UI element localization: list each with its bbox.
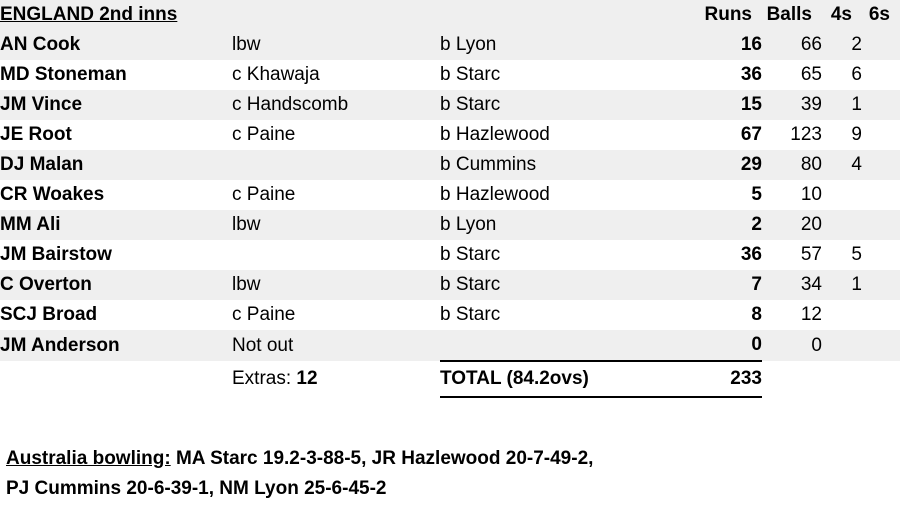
batter-balls: 80 — [762, 150, 822, 180]
table-row — [0, 330, 900, 361]
batter-sixes — [862, 330, 900, 361]
batter-fours — [822, 180, 862, 210]
dismissal-bowler: b Hazlewood — [440, 180, 680, 210]
batter-runs: 5 — [680, 180, 762, 210]
batter-runs: 0 — [680, 330, 762, 361]
dismissal-bowler: b Starc — [440, 90, 680, 120]
batter-runs: 36 — [680, 60, 762, 90]
dismissal-bowler: b Lyon — [440, 210, 680, 240]
totals-spacer-fours — [822, 361, 862, 397]
batter-sixes — [862, 300, 900, 330]
table-row — [0, 150, 900, 180]
batter-fours — [822, 210, 862, 240]
dismissal-bowler: b Starc — [440, 60, 680, 90]
batter-sixes — [862, 120, 900, 150]
total-runs: 233 — [680, 361, 762, 397]
batter-sixes — [862, 90, 900, 120]
batter-balls: 123 — [762, 120, 822, 150]
table-row — [0, 180, 900, 210]
batter-runs: 36 — [680, 240, 762, 270]
table-row — [0, 90, 900, 120]
table-row — [0, 60, 900, 90]
table-row — [0, 30, 900, 60]
dismissal-fielder — [232, 240, 440, 270]
batter-name: JM Vince — [0, 90, 232, 120]
dismissal-bowler: b Cummins — [440, 150, 680, 180]
header-fours: 4s — [822, 0, 862, 30]
batter-sixes — [862, 150, 900, 180]
dismissal-bowler: b Starc — [440, 270, 680, 300]
batter-sixes — [862, 270, 900, 300]
extras-label: Extras: — [232, 368, 292, 389]
dismissal-fielder: Not out — [232, 330, 440, 361]
batter-runs: 8 — [680, 300, 762, 330]
batter-fours: 4 — [822, 150, 862, 180]
batter-name: C Overton — [0, 270, 232, 300]
totals-spacer — [0, 361, 232, 397]
batter-balls: 66 — [762, 30, 822, 60]
batter-sixes — [862, 30, 900, 60]
batter-name: SCJ Broad — [0, 300, 232, 330]
extras — [232, 361, 440, 397]
batter-sixes — [862, 210, 900, 240]
header-sixes: 6s — [862, 0, 900, 30]
dismissal-fielder: c Handscomb — [232, 90, 440, 120]
batter-name: JM Anderson — [0, 330, 232, 361]
bowling-label: Australia bowling: — [6, 448, 171, 469]
batter-sixes — [862, 60, 900, 90]
totals-spacer-sixes — [862, 361, 900, 397]
batter-runs: 67 — [680, 120, 762, 150]
batter-sixes — [862, 180, 900, 210]
batter-fours: 6 — [822, 60, 862, 90]
totals-row — [0, 361, 900, 397]
table-row — [0, 210, 900, 240]
batter-runs: 29 — [680, 150, 762, 180]
batter-runs: 7 — [680, 270, 762, 300]
batter-fours: 2 — [822, 30, 862, 60]
table-row — [0, 240, 900, 270]
batter-balls: 39 — [762, 90, 822, 120]
header-spacer-fielder — [232, 0, 440, 30]
batter-sixes — [862, 240, 900, 270]
bowling-figures-1: MA Starc 19.2-3-88-5, JR Hazlewood 20-7-49-2, — [170, 448, 594, 469]
dismissal-bowler: b Hazlewood — [440, 120, 680, 150]
dismissal-bowler: b Starc — [440, 300, 680, 330]
batter-balls: 12 — [762, 300, 822, 330]
header-runs: Runs — [680, 0, 762, 30]
batter-fours: 1 — [822, 90, 862, 120]
batter-name: AN Cook — [0, 30, 232, 60]
batter-fours: 5 — [822, 240, 862, 270]
total-label: TOTAL (84.2ovs) — [440, 361, 680, 397]
dismissal-fielder: c Paine — [232, 180, 440, 210]
header-balls: Balls — [762, 0, 822, 30]
dismissal-bowler — [440, 330, 680, 361]
batter-runs: 16 — [680, 30, 762, 60]
dismissal-bowler: b Lyon — [440, 30, 680, 60]
dismissal-fielder: c Paine — [232, 120, 440, 150]
batter-name: JM Bairstow — [0, 240, 232, 270]
header-spacer-bowler — [440, 0, 680, 30]
table-row — [0, 270, 900, 300]
table-header-row — [0, 0, 900, 30]
table-row — [0, 300, 900, 330]
batter-fours — [822, 330, 862, 361]
batter-name: MD Stoneman — [0, 60, 232, 90]
batter-name: MM Ali — [0, 210, 232, 240]
batter-balls: 10 — [762, 180, 822, 210]
batter-fours — [822, 300, 862, 330]
dismissal-bowler: b Starc — [440, 240, 680, 270]
table-row — [0, 120, 900, 150]
totals-spacer-balls — [762, 361, 822, 397]
batter-name: CR Woakes — [0, 180, 232, 210]
dismissal-fielder: c Paine — [232, 300, 440, 330]
batter-balls: 0 — [762, 330, 822, 361]
batter-runs: 2 — [680, 210, 762, 240]
bowling-summary — [0, 444, 900, 504]
batter-fours: 1 — [822, 270, 862, 300]
batter-balls: 20 — [762, 210, 822, 240]
batter-fours: 9 — [822, 120, 862, 150]
dismissal-fielder: c Khawaja — [232, 60, 440, 90]
extras-value: 12 — [296, 368, 318, 389]
dismissal-fielder: lbw — [232, 30, 440, 60]
bowling-line-2: PJ Cummins 20-6-39-1, NM Lyon 25-6-45-2 — [6, 478, 387, 499]
batter-name: JE Root — [0, 120, 232, 150]
dismissal-fielder — [232, 150, 440, 180]
batter-balls: 34 — [762, 270, 822, 300]
batter-balls: 57 — [762, 240, 822, 270]
batter-runs: 15 — [680, 90, 762, 120]
batter-balls: 65 — [762, 60, 822, 90]
batter-name: DJ Malan — [0, 150, 232, 180]
dismissal-fielder: lbw — [232, 270, 440, 300]
innings-title: ENGLAND 2nd inns — [0, 0, 232, 30]
dismissal-fielder: lbw — [232, 210, 440, 240]
bowling-line-1 — [6, 444, 900, 474]
